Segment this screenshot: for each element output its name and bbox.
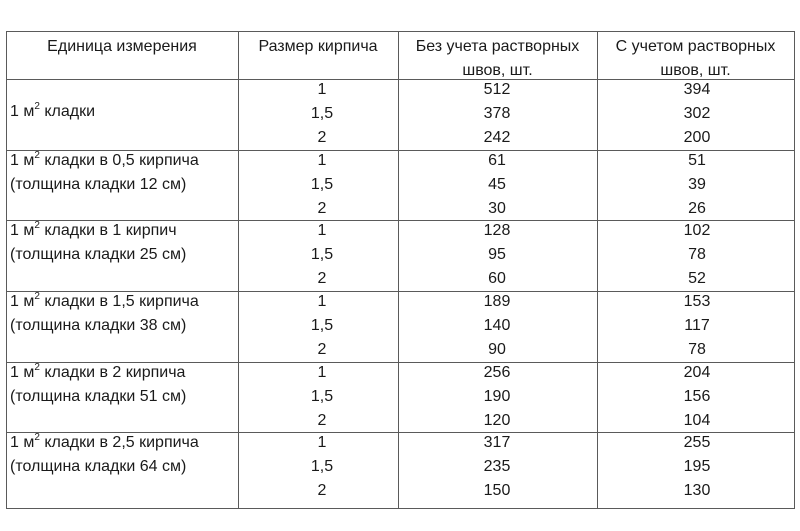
count-with-joints: 130: [683, 482, 711, 499]
brick-size-value: 1: [317, 434, 327, 451]
unit-superscript: 2: [34, 362, 40, 373]
header-cell: Размер кирпича: [258, 38, 378, 55]
column-border: [398, 31, 399, 509]
table-bottom-border: [6, 508, 795, 509]
count-with-joints: 51: [688, 152, 706, 169]
count-with-joints: 302: [683, 105, 711, 122]
unit-superscript: 2: [34, 101, 40, 112]
count-without-joints: 60: [488, 270, 506, 287]
unit-prefix: 1 м: [10, 293, 35, 310]
count-without-joints: 30: [488, 200, 506, 217]
count-without-joints: 512: [483, 81, 511, 98]
brick-size-value: 1: [317, 152, 327, 169]
unit-prefix: 1 м: [10, 222, 35, 239]
unit-rest: кладки в 1,5 кирпича: [39, 293, 199, 310]
column-border: [794, 31, 795, 509]
count-without-joints: 90: [488, 341, 506, 358]
count-with-joints: 156: [683, 388, 711, 405]
group-separator: [6, 291, 795, 292]
unit-superscript: 2: [34, 291, 40, 302]
brick-size-value: 1,5: [310, 246, 334, 263]
count-with-joints: 255: [683, 434, 711, 451]
brick-size-value: 1,5: [310, 458, 334, 475]
header-cell-line: швов, шт.: [660, 62, 731, 79]
brick-size-value: 1,5: [310, 105, 334, 122]
column-border: [597, 31, 598, 509]
group-separator: [6, 362, 795, 363]
count-with-joints: 102: [683, 222, 711, 239]
unit-thickness-note: (толщина кладки 12 см): [10, 176, 187, 193]
count-without-joints: 45: [488, 176, 506, 193]
unit-label: [10, 432, 199, 451]
unit-superscript: 2: [34, 220, 40, 231]
unit-label: [10, 362, 186, 381]
header-cell: Единица измерения: [47, 38, 197, 55]
count-without-joints: 140: [483, 317, 511, 334]
count-with-joints: 204: [683, 364, 711, 381]
header-cell-line: С учетом растворных: [615, 38, 776, 55]
count-with-joints: 39: [688, 176, 706, 193]
header-cell-line: Без учета растворных: [415, 38, 580, 55]
unit-thickness-note: (толщина кладки 38 см): [10, 317, 187, 334]
brick-size-value: 1,5: [310, 317, 334, 334]
brick-size-value: 2: [317, 482, 327, 499]
unit-superscript: 2: [34, 432, 40, 443]
count-without-joints: 189: [483, 293, 511, 310]
count-without-joints: 190: [483, 388, 511, 405]
count-with-joints: 117: [684, 317, 710, 334]
count-without-joints: 61: [488, 152, 506, 169]
group-separator: [6, 432, 795, 433]
brick-size-value: 1: [317, 293, 327, 310]
count-without-joints: 378: [483, 105, 511, 122]
unit-rest: кладки в 2 кирпича: [39, 364, 186, 381]
brick-size-value: 2: [317, 412, 327, 429]
brick-size-value: 2: [317, 270, 327, 287]
unit-prefix: 1 м: [10, 434, 35, 451]
unit-rest: кладки в 1 кирпич: [39, 222, 177, 239]
column-border: [6, 31, 7, 509]
count-without-joints: 95: [488, 246, 506, 263]
count-with-joints: 26: [688, 200, 706, 217]
brick-size-value: 1: [317, 364, 327, 381]
column-border: [238, 31, 239, 509]
unit-thickness-note: (толщина кладки 51 см): [10, 388, 187, 405]
brick-size-value: 2: [317, 129, 327, 146]
count-with-joints: 104: [683, 412, 711, 429]
unit-rest: кладки в 2,5 кирпича: [39, 434, 199, 451]
unit-label: [10, 101, 96, 120]
unit-prefix: 1 м: [10, 364, 35, 381]
count-with-joints: 153: [683, 293, 711, 310]
count-without-joints: 128: [483, 222, 511, 239]
count-without-joints: 256: [483, 364, 511, 381]
unit-label: [10, 150, 199, 169]
brick-size-value: 2: [317, 341, 327, 358]
unit-superscript: 2: [34, 150, 40, 161]
group-separator: [6, 220, 795, 221]
header-bottom-border: [6, 79, 795, 80]
header-cell-line: швов, шт.: [462, 62, 533, 79]
brick-size-value: 1: [317, 222, 327, 239]
count-with-joints: 394: [683, 81, 711, 98]
count-without-joints: 242: [483, 129, 511, 146]
unit-rest: кладки в 0,5 кирпича: [39, 152, 199, 169]
count-with-joints: 52: [688, 270, 706, 287]
count-with-joints: 200: [683, 129, 711, 146]
count-without-joints: 317: [483, 434, 511, 451]
count-with-joints: 78: [688, 341, 706, 358]
count-without-joints: 120: [483, 412, 511, 429]
unit-label: [10, 220, 177, 239]
brick-size-value: 1,5: [310, 388, 334, 405]
unit-prefix: 1 м: [10, 152, 35, 169]
unit-label: [10, 291, 199, 310]
count-with-joints: 195: [683, 458, 711, 475]
unit-rest: кладки: [39, 103, 96, 120]
count-without-joints: 235: [483, 458, 511, 475]
table-top-border: [6, 31, 795, 32]
unit-thickness-note: (толщина кладки 25 см): [10, 246, 187, 263]
count-without-joints: 150: [483, 482, 511, 499]
unit-prefix: 1 м: [10, 103, 35, 120]
brick-size-value: 1: [317, 81, 327, 98]
group-separator: [6, 150, 795, 151]
count-with-joints: 78: [688, 246, 706, 263]
brick-size-value: 2: [317, 200, 327, 217]
brick-size-value: 1,5: [310, 176, 334, 193]
unit-thickness-note: (толщина кладки 64 см): [10, 458, 187, 475]
